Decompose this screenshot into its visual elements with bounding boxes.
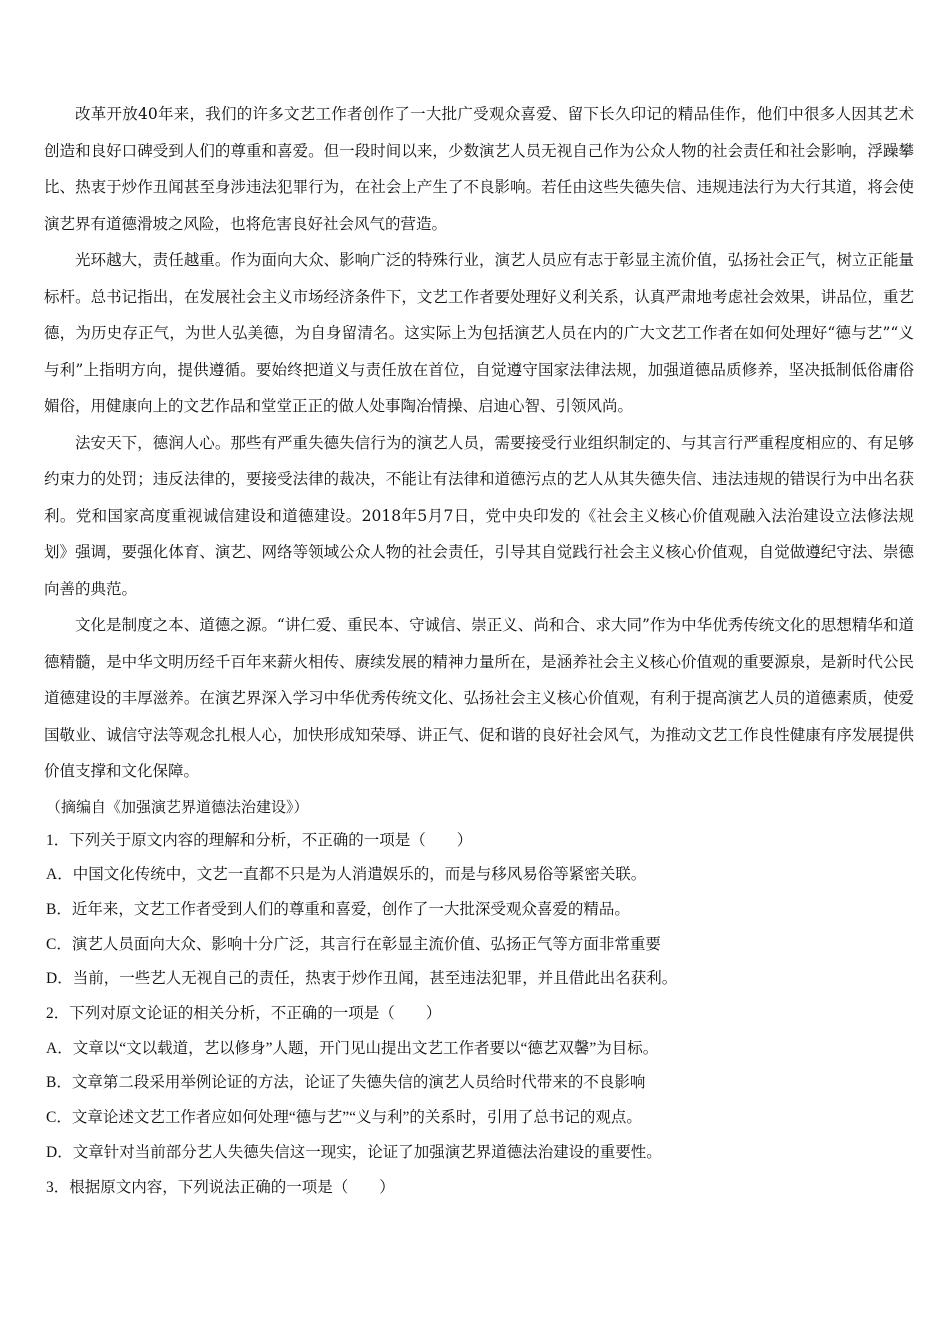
option-a: A．文章以“文以载道，艺以修身”人题，开门见山提出文艺工作者要以“德艺双馨”为目标。 [46, 1039, 659, 1057]
option-a: A．中国文化传统中，文艺一直都不只是为人消遣娱乐的，而是与移风易俗等紧密关联。 [46, 866, 647, 884]
question-stem: 1．下列关于原文内容的理解和分析，不正确的一项是（ ） [46, 831, 473, 849]
article-source: （摘编自《加强演艺界道德法治建设》） [46, 797, 309, 816]
question-stem: 3．根据原文内容，下列说法正确的一项是（ ） [46, 1178, 395, 1196]
article-paragraph-4: 文化是制度之本、道德之源。“讲仁爱、重民本、守诚信、崇正义、尚和合、求大同”作为中华优秀传统文化的思想精华和道德精髓，是中华文明历经千百年来薪火相传、赓续发展的精神力量所在，是涵养社会主义核心价值观的重要源泉，是新时代公民道德建设的丰厚滋养。在演艺界深入学习中华优秀传统文化、弘扬社会主义核心价值观，有利于提高演艺人员的道德素质，使爱国敬业、诚信守法等观念扎根人心，加快形成知荣辱、讲正气、促和谐的良好社会风气，为推动文艺工作良性健康有序发展提供价值支撑和文化保障。 [44, 616, 914, 780]
question-list [44, 824, 914, 1206]
option-c: C．文章论述文艺工作者应如何处理“德与艺”“义与利”的关系时，引用了总书记的观点。 [46, 1109, 642, 1127]
article-paragraph-3: 法安天下，德润人心。那些有严重失德失信行为的演艺人员，需要接受行业组织制定的、与其言行严重程度相应的、有足够约束力的处罚；违反法律的，要接受法律的裁决，不能让有法律和道德污点的艺人从其失德失信、违法违规的错误行为中出名获利。党和国家高度重视诚信建设和道德建设。2018年5月7日，党中央印发的《社会主义核心价值观融入法治建设立法修法规划》强调，要强化体育、演艺、网络等领域公众人物的社会责任，引导其自觉践行社会主义核心价值观，自觉做遵纪守法、崇德向善的典范。 [44, 433, 914, 598]
option-c: C．演艺人员面向大众、影响十分广泛，其言行在彰显主流价值、弘扬正气等方面非常重要 [46, 935, 661, 953]
article-paragraph-2: 光环越大，责任越重。作为面向大众、影响广泛的特殊行业，演艺人员应有志于彰显主流价值，弘扬社会正气，树立正能量标杆。总书记指出，在发展社会主义市场经济条件下，文艺工作者要处理好义利关系，认真严肃地考虑社会效果，讲品位，重艺德，为历史存正气，为世人弘美德，为自身留清名。这实际上为包括演艺人员在内的广大文艺工作者在如何处理好“德与艺”“义与利”上指明方向，提供遵循。要始终把道义与责任放在首位，自觉遵守国家法律法规，加强道德品质修养，坚决抵制低俗庸俗媚俗，用健康向上的文艺作品和堂堂正正的做人处事陶冶情操、启迪心智、引领风尚。 [44, 251, 914, 415]
exam-page [44, 96, 914, 1205]
article [44, 96, 914, 824]
question-stem: 2．下列对原文论证的相关分析，不正确的一项是（ ） [46, 1005, 442, 1023]
question-1 [44, 824, 914, 998]
question-2 [44, 997, 914, 1171]
option-b: B．近年来，文艺工作者受到人们的尊重和喜爱，创作了一大批深受观众喜爱的精品。 [46, 900, 630, 918]
option-d: D．文章针对当前部分艺人失德失信这一现实，论证了加强演艺界道德法治建设的重要性。 [46, 1143, 662, 1161]
option-d: D．当前，一些艺人无视自己的责任，热衷于炒作丑闻，甚至违法犯罪，并且借此出名获利。 [46, 970, 678, 988]
option-b: B．文章第二段采用举例论证的方法，论证了失德失信的演艺人员给时代带来的不良影响 [46, 1074, 646, 1092]
question-3 [44, 1171, 914, 1206]
article-paragraph-1: 改革开放40年来，我们的许多文艺工作者创作了一大批广受观众喜爱、留下长久印记的精品佳作，他们中很多人因其艺术创造和良好口碑受到人们的尊重和喜爱。但一段时间以来，少数演艺人员无视自己作为公众人物的社会责任和社会影响，浮躁攀比、热衷于炒作丑闻甚至身涉违法犯罪行为，在社会上产生了不良影响。若任由这些失德失信、违规违法行为大行其道，将会使演艺界有道德滑坡之风险，也将危害良好社会风气的营造。 [44, 105, 914, 233]
